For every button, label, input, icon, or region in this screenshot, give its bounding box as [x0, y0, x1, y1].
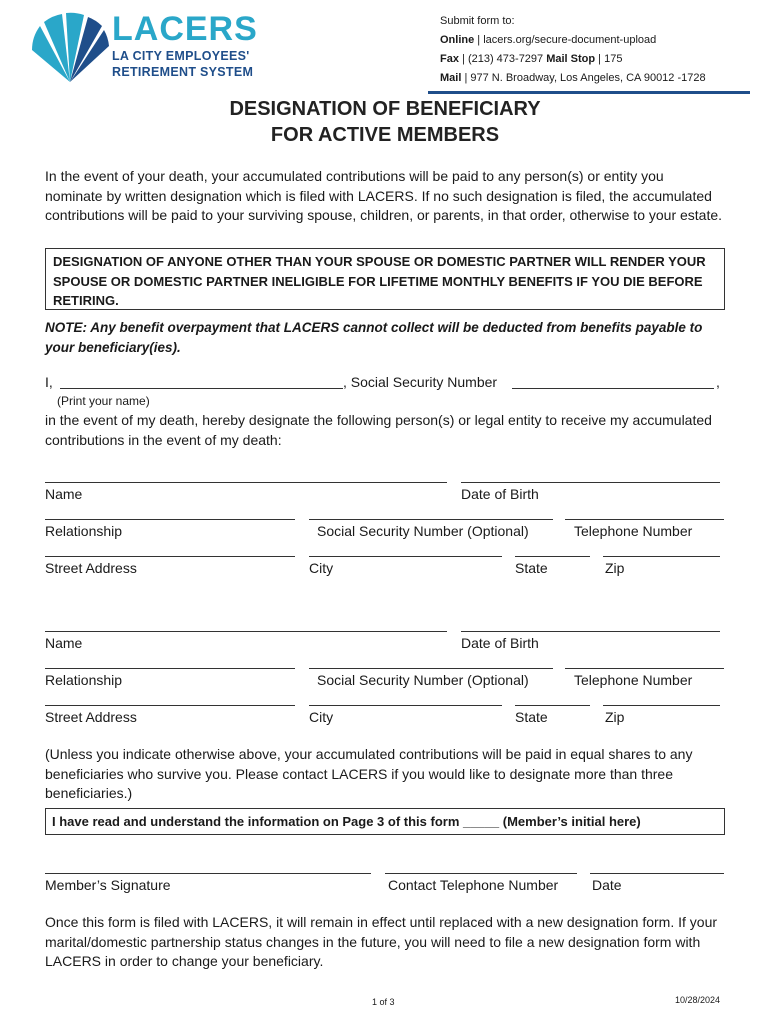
- signature-date-field[interactable]: [590, 873, 724, 874]
- submit-heading: Submit form to:: [440, 15, 515, 27]
- beneficiary2-relationship-field[interactable]: [45, 668, 295, 669]
- beneficiary1-city-field[interactable]: [309, 556, 502, 557]
- beneficiary2-state-field[interactable]: [515, 705, 590, 706]
- beneficiary2-name-field[interactable]: [45, 631, 447, 632]
- declaration-ssn-label: , Social Security Number: [343, 374, 498, 390]
- beneficiary1-state-label: State: [515, 560, 548, 576]
- beneficiary2-dob-field[interactable]: [461, 631, 720, 632]
- beneficiary2-street-label: Street Address: [45, 709, 137, 725]
- intro-paragraph: In the event of your death, your accumulated contributions will be paid to any person(s) or entity you nominate by written designation which is filed with LACERS. If no such designation is filed, the accumulated contributions will be paid to your surviving spouse, children, or parents, in that order, otherwise to your estate.: [45, 168, 723, 223]
- beneficiary1-phone-field[interactable]: [565, 519, 724, 520]
- submit-mail: Mail | 977 N. Broadway, Los Angeles, CA 90012 -1728: [440, 72, 706, 84]
- submit-online: Online | lacers.org/secure-document-upload: [440, 34, 657, 46]
- beneficiary1-name-field[interactable]: [45, 482, 447, 483]
- submit-fax: Fax | (213) 473-7297 Mail Stop | 175: [440, 53, 623, 65]
- page-number: 1 of 3: [372, 997, 395, 1007]
- beneficiary2-relationship-label: Relationship: [45, 672, 123, 688]
- lacers-fan-icon: [30, 12, 110, 84]
- beneficiary2-ssn-label: Social Security Number (Optional): [317, 672, 529, 688]
- beneficiary1-ssn-field[interactable]: [309, 519, 553, 520]
- contact-phone-field[interactable]: [385, 873, 577, 874]
- contact-phone-label: Contact Telephone Number: [388, 877, 559, 893]
- beneficiary2-ssn-field[interactable]: [309, 668, 553, 669]
- equal-shares-note: (Unless you indicate otherwise above, your accumulated contributions will be paid in equal shares to any beneficiaries who survive you. Please contact LACERS if you would like to designate more than three beneficiaries.): [45, 746, 693, 801]
- beneficiary1-street-field[interactable]: [45, 556, 295, 557]
- beneficiary2-name-label: Name: [45, 635, 83, 651]
- declaration-prefix: I,: [45, 374, 53, 390]
- beneficiary1-street-label: Street Address: [45, 560, 137, 576]
- beneficiary2-phone-field[interactable]: [565, 668, 724, 669]
- member-ssn-field[interactable]: [512, 388, 714, 389]
- closing-paragraph: Once this form is filed with LACERS, it will remain in effect until replaced with a new designation form. If your marital/domestic partnership status changes in the future, you will need to file a new designation form with LACERS in order to change your beneficiary.: [45, 914, 718, 969]
- logo-subtitle-1: LA CITY EMPLOYEES': [112, 49, 250, 63]
- beneficiary1-phone-label: Telephone Number: [574, 523, 693, 539]
- beneficiary2-state-label: State: [515, 709, 548, 725]
- beneficiary2-zip-label: Zip: [605, 709, 625, 725]
- print-name-hint: (Print your name): [57, 394, 150, 408]
- logo-wordmark: LACERS: [112, 10, 258, 48]
- member-signature-label: Member’s Signature: [45, 877, 171, 893]
- member-signature-field[interactable]: [45, 873, 371, 874]
- beneficiary2-city-label: City: [309, 709, 334, 725]
- overpayment-note: NOTE: Any benefit overpayment that LACERS cannot collect will be deducted from benefits payable to your beneficiary(ies).: [45, 320, 703, 355]
- declaration-text: in the event of my death, hereby designate the following person(s) or legal entity to receive my accumulated contributions in the event of my death:: [45, 412, 712, 448]
- beneficiary2-street-field[interactable]: [45, 705, 295, 706]
- beneficiary1-ssn-label: Social Security Number (Optional): [317, 523, 529, 539]
- submit-info: [440, 12, 706, 88]
- logo-subtitle-2: RETIREMENT SYSTEM: [112, 65, 254, 79]
- beneficiary1-state-field[interactable]: [515, 556, 590, 557]
- beneficiary1-zip-field[interactable]: [603, 556, 720, 557]
- page-title: DESIGNATION OF BENEFICIARY: [229, 98, 541, 120]
- declaration-suffix: ,: [716, 374, 720, 390]
- beneficiary1-dob-label: Date of Birth: [461, 486, 539, 502]
- member-name-field[interactable]: [60, 388, 343, 389]
- acknowledgement-box: I have read and understand the information on Page 3 of this form _____ (Member’s initial here): [45, 808, 725, 835]
- beneficiary2-city-field[interactable]: [309, 705, 502, 706]
- beneficiary1-zip-label: Zip: [605, 560, 625, 576]
- page-subtitle: FOR ACTIVE MEMBERS: [270, 124, 500, 146]
- beneficiary1-relationship-label: Relationship: [45, 523, 123, 539]
- beneficiary1-name-label: Name: [45, 486, 83, 502]
- beneficiary1-relationship-field[interactable]: [45, 519, 295, 520]
- warning-box: DESIGNATION OF ANYONE OTHER THAN YOUR SPOUSE OR DOMESTIC PARTNER WILL RENDER YOUR SPOUSE OR DOMESTIC PARTNER INELIGIBLE FOR LIFETIME MONTHLY BENEFITS IF YOU DIE BEFORE RETIRING.: [45, 248, 725, 310]
- form-date: 10/28/2024: [675, 995, 721, 1005]
- beneficiary1-city-label: City: [309, 560, 334, 576]
- header-rule: [428, 91, 750, 94]
- beneficiary2-dob-label: Date of Birth: [461, 635, 539, 651]
- beneficiary2-zip-field[interactable]: [603, 705, 720, 706]
- signature-date-label: Date: [592, 877, 622, 893]
- beneficiary1-dob-field[interactable]: [461, 482, 720, 483]
- beneficiary2-phone-label: Telephone Number: [574, 672, 693, 688]
